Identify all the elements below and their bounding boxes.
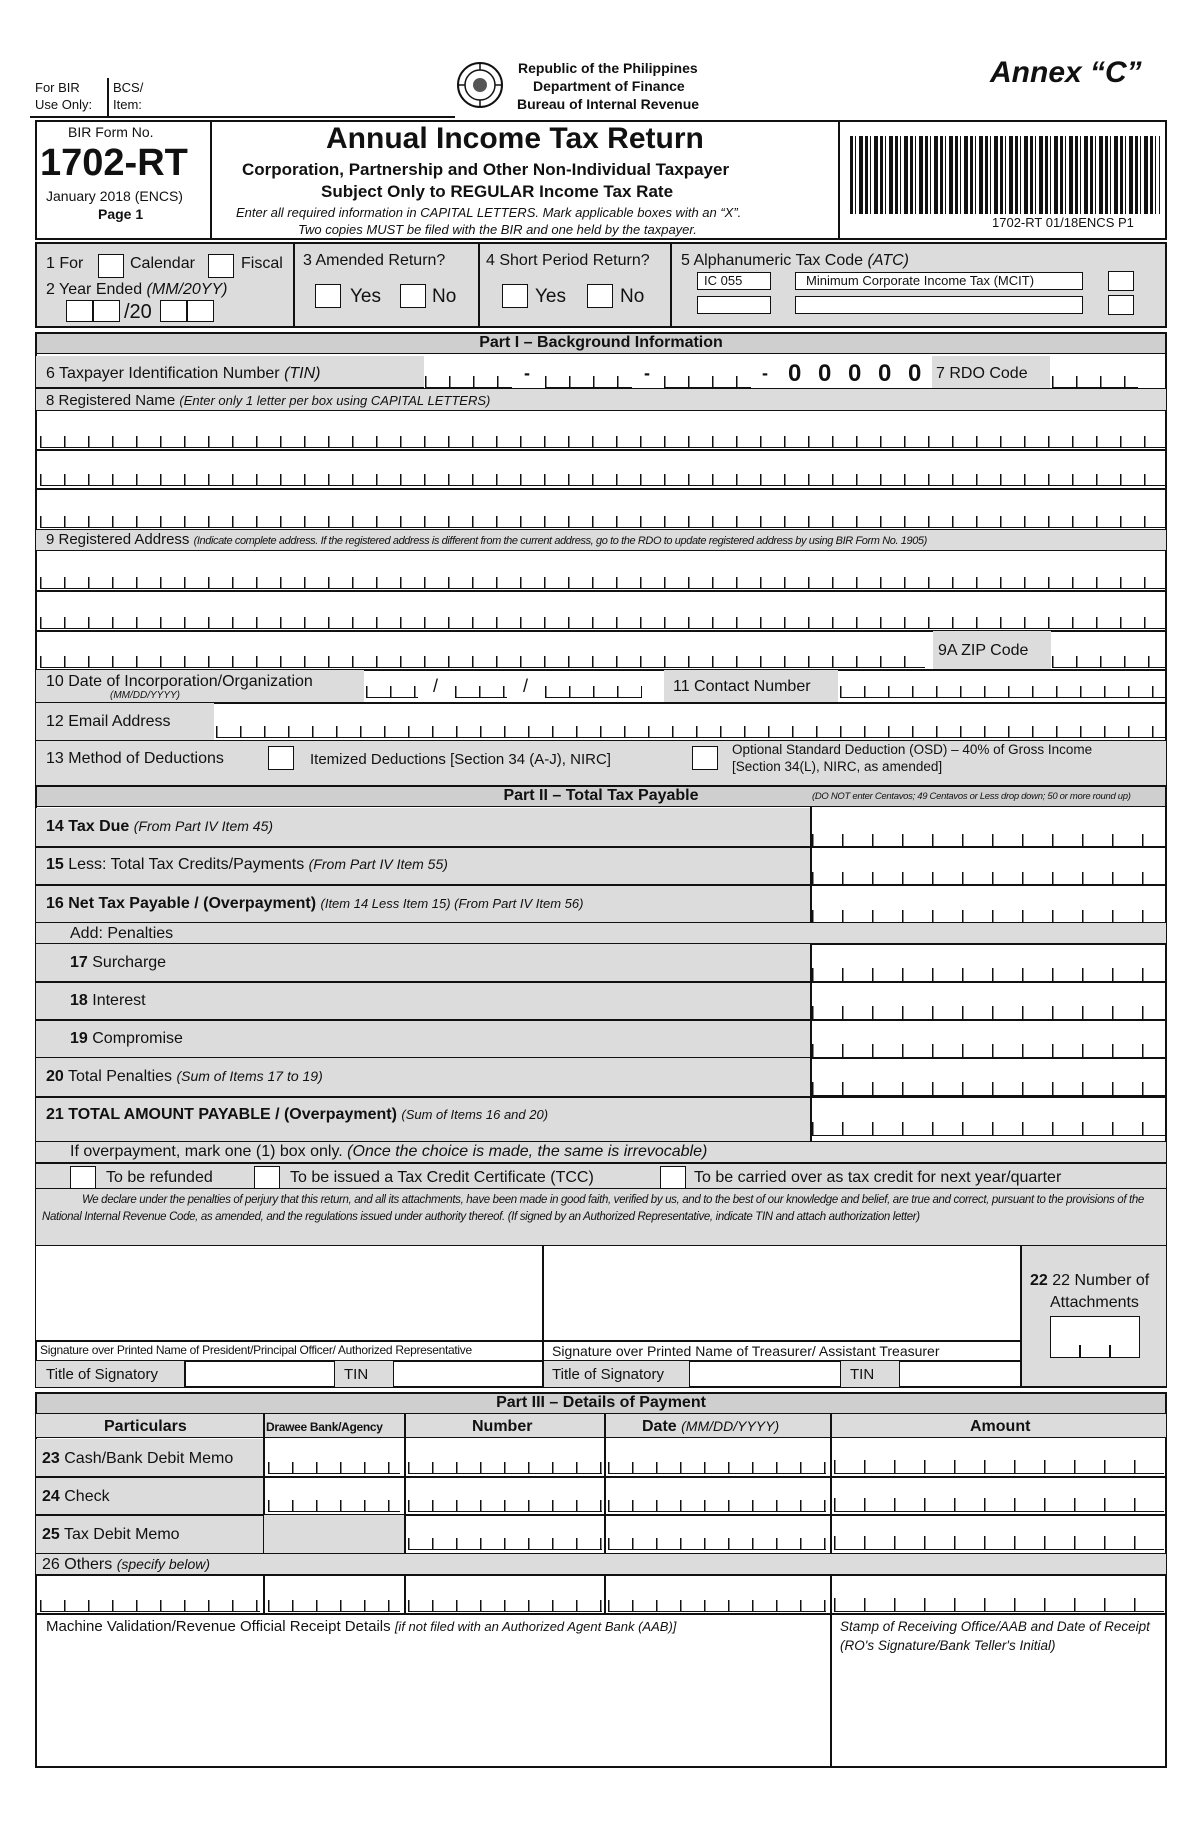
check-drawee-input[interactable]	[268, 1500, 400, 1512]
others-date-input[interactable]	[608, 1600, 826, 1612]
part3-header: Part III – Details of Payment	[35, 1392, 1167, 1414]
check-amount-input[interactable]	[834, 1498, 1164, 1512]
item17-label: 17 Surcharge	[70, 954, 167, 971]
tin-2-label: TIN	[850, 1366, 875, 1383]
col-drawee: Drawee Bank/Agency	[266, 1420, 383, 1434]
registered-address-line-3[interactable]	[40, 656, 925, 668]
tin-part2-input[interactable]	[545, 376, 632, 388]
tin-dash-2: -	[644, 363, 650, 383]
form-subtitle-2: Subject Only to REGULAR Income Tax Rate	[321, 182, 674, 201]
registered-name-line-1[interactable]	[40, 436, 1165, 448]
short-period-yes-label: Yes	[535, 286, 566, 307]
col-amount: Amount	[970, 1418, 1031, 1435]
item6-label: 6 Taxpayer Identification Number (TIN)	[46, 365, 321, 382]
total-amount-payable[interactable]	[812, 1122, 1165, 1136]
email-address-input[interactable]	[216, 726, 1165, 738]
osd-label-1: Optional Standard Deduction (OSD) – 40% of Gross Income	[732, 742, 1093, 757]
machine-validation-label: Machine Validation/Revenue Official Receipt Details [if not filed with an Authorized Agent Bank (AAB)]	[46, 1618, 677, 1635]
item13-label: 13 Method of Deductions	[46, 750, 224, 767]
carry-over-label: To be carried over as tax credit for next year/quarter	[694, 1169, 1062, 1186]
president-signature-label: Signature over Printed Name of President/Principal Officer/ Authorized Representative	[40, 1343, 472, 1357]
amended-yes-label: Yes	[350, 286, 381, 307]
year-ended-month-input[interactable]	[66, 300, 120, 322]
part2-header: Part II – Total Tax Payable	[35, 785, 1167, 807]
tin-dash-3: -	[762, 363, 768, 383]
barcode-image	[850, 136, 1160, 214]
amended-yes-checkbox[interactable]	[315, 284, 341, 308]
page-label: Page 1	[98, 206, 144, 222]
registered-address-line-2[interactable]	[40, 617, 1165, 629]
item7-label: 7 RDO Code	[936, 365, 1028, 382]
item16-label: 16 Net Tax Payable / (Overpayment) (Item 14 Less Item 15) (From Part IV Item 56)	[46, 895, 584, 912]
overpayment-note: If overpayment, mark one (1) box only. (Once the choice is made, the same is irrevocable)	[70, 1143, 708, 1160]
atc-desc-1: Minimum Corporate Income Tax (MCIT)	[795, 272, 1083, 290]
bir-use-label-2: Use Only:	[35, 97, 93, 112]
registered-name-line-3[interactable]	[40, 516, 1165, 528]
tin-1-label: TIN	[344, 1366, 369, 1383]
tcc-checkbox[interactable]	[254, 1166, 280, 1190]
others-amount-input[interactable]	[834, 1598, 1164, 1612]
bureau-text: Bureau of Internal Revenue	[517, 96, 700, 112]
instruction-2: Two copies MUST be filed with the BIR and one held by the taxpayer.	[298, 222, 697, 237]
form-number: 1702-RT	[40, 142, 188, 184]
part1-header: Part I – Background Information	[35, 332, 1167, 354]
part2-note: (DO NOT enter Centavos; 49 Centavos or Less drop down; 50 or more round up)	[812, 791, 1131, 802]
form-date: January 2018 (ENCS)	[46, 188, 183, 204]
item3-label: 3 Amended Return?	[303, 252, 446, 269]
item9a-label: 9A ZIP Code	[938, 642, 1029, 659]
item1-label: 1 For	[46, 255, 84, 272]
item5-label: 5 Alphanumeric Tax Code (ATC)	[681, 252, 909, 269]
amended-no-label: No	[432, 286, 457, 307]
fiscal-label: Fiscal	[241, 255, 283, 272]
fiscal-checkbox[interactable]	[208, 254, 234, 278]
machine-validation-area	[36, 1640, 830, 1766]
incorporation-month-input[interactable]	[366, 686, 418, 698]
refund-checkbox[interactable]	[70, 1166, 96, 1190]
item26-label: 26 Others (specify below)	[42, 1556, 211, 1573]
stamp-label: Stamp of Receiving Office/AAB and Date of Receipt (RO's Signature/Bank Teller's Initial)	[840, 1619, 1150, 1653]
rdo-code-input[interactable]	[1052, 376, 1138, 388]
others-particulars-input[interactable]	[40, 1600, 260, 1612]
registered-address-line-1[interactable]	[40, 577, 1165, 589]
tin-part1-input[interactable]	[425, 376, 512, 388]
col-date: Date (MM/DD/YYYY)	[642, 1418, 780, 1435]
check-number-input[interactable]	[408, 1500, 602, 1512]
tin-branch-code: 0 0 0 0 0	[788, 360, 922, 387]
item14-label: 14 Tax Due (From Part IV Item 45)	[46, 818, 274, 835]
date-slash-2: /	[523, 676, 529, 696]
short-period-yes-checkbox[interactable]	[502, 284, 528, 308]
item22-label-2: Attachments	[1050, 1294, 1139, 1311]
registered-name-line-2[interactable]	[40, 474, 1165, 486]
tin-part3-input[interactable]	[664, 376, 751, 388]
declaration-text: We declare under the penalties of perjury that this return, and all its attachments, have been made in good faith, verified by us, and to the best of our knowledge and belief, are true and correct, pursuant to the provisions of the National Internal Revenue Code, as amended, and the regulations issued under authority thereof. (If signed by an Authorized Representative, indicate TIN and attach authorization letter)	[42, 1194, 1144, 1223]
atc-code-2[interactable]	[697, 296, 771, 314]
tin-dash-1: -	[524, 363, 530, 383]
form-no-label: BIR Form No.	[68, 124, 154, 140]
date-slash-1: /	[433, 676, 439, 696]
short-period-no-label: No	[620, 286, 645, 307]
item12-label: 12 Email Address	[46, 713, 171, 730]
title-signatory-2-label: Title of Signatory	[552, 1366, 664, 1383]
calendar-label: Calendar	[130, 255, 195, 272]
item9-label: 9 Registered Address (Indicate complete address. If the registered address is different from the current address, go to the RDO to update registered address by using BIR Form No. 1905)	[46, 531, 927, 548]
atc-code-1[interactable]: IC 055	[697, 272, 771, 290]
year-ended-year-input[interactable]	[160, 300, 214, 322]
item22-label: 22 22 Number of	[1030, 1272, 1150, 1289]
item8-label: 8 Registered Name (Enter only 1 letter per box using CAPITAL LETTERS)	[46, 392, 491, 409]
carry-over-checkbox[interactable]	[660, 1166, 686, 1190]
attachments-count-input[interactable]	[1050, 1316, 1140, 1358]
department-text: Department of Finance	[533, 78, 685, 94]
treasurer-signature-area[interactable]	[544, 1246, 1020, 1340]
cash-number-input[interactable]	[408, 1462, 602, 1474]
item21-label: 21 TOTAL AMOUNT PAYABLE / (Overpayment) (Sum of Items 16 and 20)	[46, 1106, 549, 1123]
bir-use-label: For BIR	[35, 80, 80, 95]
republic-text: Republic of the Philippines	[518, 60, 698, 76]
title-signatory-1-label: Title of Signatory	[46, 1366, 158, 1383]
bcs-label: BCS/	[113, 80, 144, 95]
osd-label-2: [Section 34(L), NIRC, as amended]	[732, 759, 943, 774]
instruction-1: Enter all required information in CAPITAL LETTERS. Mark applicable boxes with an “X”.	[236, 205, 742, 220]
item4-label: 4 Short Period Return?	[486, 252, 650, 269]
short-period-no-checkbox[interactable]	[587, 284, 613, 308]
treasurer-signature-label: Signature over Printed Name of Treasurer/ Assistant Treasurer	[552, 1343, 940, 1359]
itemized-deductions-checkbox[interactable]	[268, 746, 294, 770]
incorporation-year-input[interactable]	[545, 686, 642, 698]
atc-desc-2	[795, 296, 1083, 314]
col-particulars: Particulars	[104, 1418, 187, 1435]
item24-label: 24 Check	[42, 1488, 110, 1505]
item23-label: 23 Cash/Bank Debit Memo	[42, 1450, 234, 1467]
year-prefix-label: /20	[124, 301, 152, 323]
president-signature-area[interactable]	[36, 1246, 542, 1340]
compromise-amount[interactable]	[812, 1044, 1165, 1058]
cash-drawee-input[interactable]	[268, 1462, 400, 1474]
cash-amount-input[interactable]	[834, 1460, 1164, 1474]
interest-amount[interactable]	[812, 1006, 1165, 1020]
receiving-stamp-area	[832, 1660, 1166, 1766]
annex-label: Annex “C”	[990, 56, 1142, 89]
cash-date-input[interactable]	[608, 1462, 826, 1474]
add-penalties-label: Add: Penalties	[70, 925, 174, 942]
contact-number-input[interactable]	[840, 686, 1165, 698]
tdm-amount-input[interactable]	[834, 1536, 1164, 1550]
total-penalties-amount[interactable]	[812, 1082, 1165, 1096]
item15-label: 15 Less: Total Tax Credits/Payments (From Part IV Item 55)	[46, 856, 448, 873]
amended-no-checkbox[interactable]	[400, 284, 426, 308]
atc-2-checkbox[interactable]	[1108, 295, 1134, 315]
refund-label: To be refunded	[106, 1169, 213, 1186]
incorporation-day-input[interactable]	[455, 686, 507, 698]
form-title: Annual Income Tax Return	[326, 122, 704, 155]
item19-label: 19 Compromise	[70, 1030, 183, 1047]
others-drawee-input[interactable]	[268, 1600, 400, 1612]
itemized-deductions-label: Itemized Deductions [Section 34 (A-J), NIRC]	[310, 751, 611, 768]
item25-label: 25 Tax Debit Memo	[42, 1526, 180, 1543]
tdm-date-input[interactable]	[608, 1538, 826, 1550]
barcode-code: 1702-RT 01/18ENCS P1	[992, 215, 1134, 230]
zip-code-input[interactable]	[1052, 656, 1165, 668]
col-number: Number	[472, 1418, 533, 1435]
item10-hint: (MM/DD/YYYY)	[110, 690, 180, 701]
item-label: Item:	[113, 97, 142, 112]
bir-seal-icon	[455, 60, 505, 110]
atc-1-checkbox[interactable]	[1108, 271, 1134, 291]
item20-label: 20 Total Penalties (Sum of Items 17 to 19)	[46, 1068, 323, 1085]
others-number-input[interactable]	[408, 1600, 602, 1612]
item2-label: 2 Year Ended (MM/20YY)	[46, 281, 228, 298]
form-subtitle-1: Corporation, Partnership and Other Non-Individual Taxpayer	[242, 160, 730, 179]
calendar-checkbox[interactable]	[98, 254, 124, 278]
tdm-number-input[interactable]	[408, 1538, 602, 1550]
item11-label: 11 Contact Number	[673, 678, 811, 695]
surcharge-amount[interactable]	[812, 968, 1165, 982]
tcc-label: To be issued a Tax Credit Certificate (TCC)	[290, 1169, 594, 1186]
item10-label: 10 Date of Incorporation/Organization	[46, 673, 313, 690]
check-date-input[interactable]	[608, 1500, 826, 1512]
osd-checkbox[interactable]	[692, 746, 718, 770]
item18-label: 18 Interest	[70, 992, 146, 1009]
